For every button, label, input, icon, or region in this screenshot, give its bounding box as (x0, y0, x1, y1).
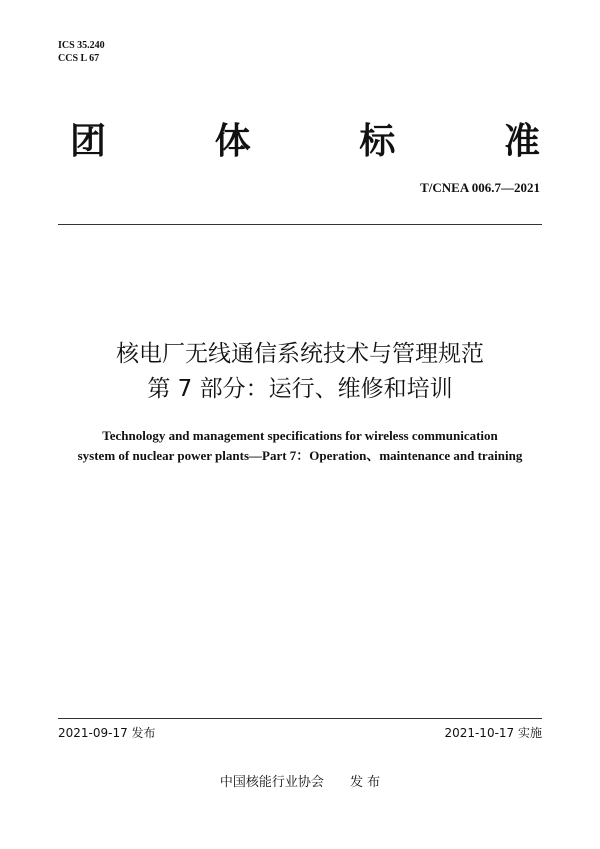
publisher-name: 中国核能行业协会 (219, 775, 324, 790)
standard-type-char-2: 体 (214, 121, 251, 162)
standard-type-char-4: 准 (503, 121, 540, 162)
top-divider (58, 224, 542, 225)
title-en-line-2: system of nuclear power plants—Part 7：Operation、maintenance and training (77, 448, 523, 463)
classification-codes (58, 39, 105, 65)
publisher-line (0, 774, 600, 792)
title-cn-line-2: 第 7 部分：运行、维修和培训 (147, 376, 453, 402)
standard-type-char-3: 标 (359, 121, 396, 162)
standard-number: T/CNEA 006.7—2021 (420, 180, 540, 195)
standard-type-heading (70, 120, 540, 164)
implementation-date: 2021-10-17 实施 (444, 726, 542, 740)
standard-type-char-1: 团 (70, 121, 107, 162)
title-en-line-1: Technology and management specifications for wireless communication (102, 428, 498, 443)
ccs-code: CCS L 67 (58, 53, 100, 64)
issue-date: 2021-09-17 发布 (58, 726, 156, 740)
title-cn-line-1: 核电厂无线通信系统技术与管理规范 (116, 341, 484, 367)
ics-code: ICS 35.240 (58, 40, 105, 51)
bottom-divider (58, 718, 542, 719)
publisher-action: 发 布 (349, 775, 381, 790)
